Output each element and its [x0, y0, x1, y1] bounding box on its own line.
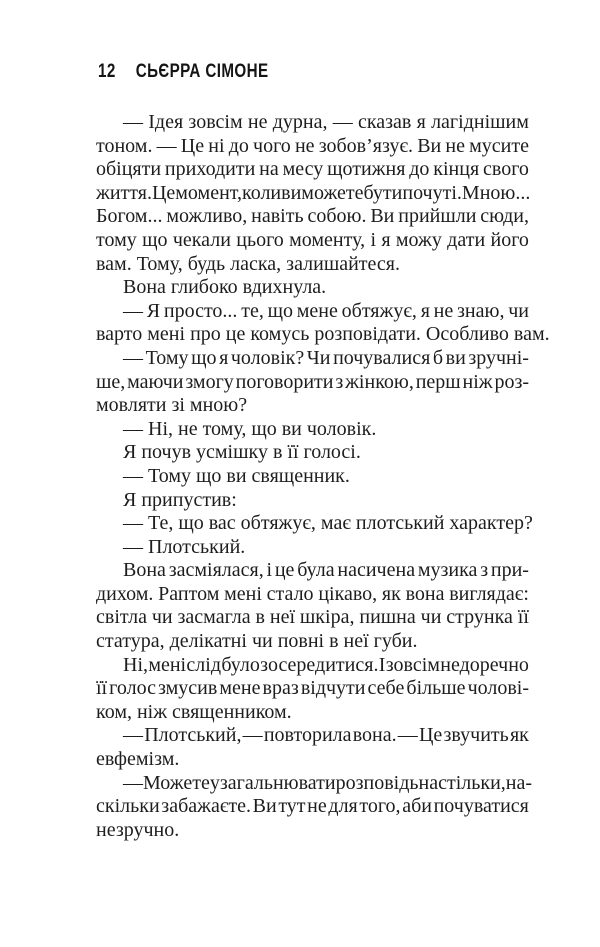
paragraph	[96, 299, 550, 347]
text-line: — Можете узагальнювати розповідь настільки, на-	[123, 771, 533, 794]
paragraph	[96, 347, 529, 418]
text-line: вам. Тому, будь ласка, залишайтеся.	[96, 252, 400, 275]
text-line: Ні, мені слід було зосередитися. І зовсім недоречно	[123, 653, 529, 676]
text-line: життя. Це момент, коли ви можете бути почуті. Мною...	[96, 181, 531, 204]
text-line: — Те, що вас обтяжує, має плотський характер?	[123, 512, 533, 535]
paragraph	[96, 512, 533, 536]
text-line: незручно.	[96, 818, 180, 841]
page-number: 12	[98, 61, 116, 82]
paragraph	[96, 654, 529, 725]
text-line: її голос змусив мене враз відчути себе більше чолові-	[96, 677, 529, 700]
paragraph	[96, 771, 533, 843]
text-line: — Ідея зовсім не дурна, — сказав я лагіднішим	[123, 111, 529, 133]
paragraph	[96, 489, 529, 513]
text-line: — Тому що ви священник.	[123, 464, 350, 487]
running-title: СЬЄРРА СІМОНЕ	[135, 61, 269, 82]
text-line: — Плотський.	[123, 535, 246, 558]
text-line: мовляти зі мною?	[96, 394, 248, 417]
paragraph	[96, 276, 529, 300]
text-line: дихом. Раптом мені стало цікаво, як вона виглядає:	[96, 582, 529, 605]
text-line: тоном. — Це ні до чого не зобов’язує. Ви не мусите	[96, 134, 529, 157]
text-line: ше, маючи змогу поговорити з жінкою, перш ніж роз-	[96, 370, 529, 393]
text-line: Вона засміялася, і це була насичена музика з при-	[123, 559, 529, 582]
text-line: скільки забажаєте. Ви тут не для того, аби почуватися	[96, 795, 529, 818]
text-line: Я почув усмішку в її голосі.	[123, 441, 361, 464]
text-line: — Тому що я чоловік? Чи почувалися б ви зручні-	[123, 346, 529, 369]
text-line: — Ні, не тому, що ви чоловік.	[123, 417, 377, 440]
text-line: варто мені про це комусь розповідати. Особливо вам.	[96, 323, 550, 346]
page-body	[96, 111, 550, 842]
text-line: — Я просто... те, що мене обтяжує, я не знаю, чи	[123, 299, 529, 322]
paragraph	[96, 724, 529, 771]
paragraph	[96, 465, 529, 489]
text-line: ком, ніж священником.	[96, 700, 292, 723]
paragraph	[96, 536, 529, 560]
text-line: світла чи засмагла в неї шкіра, пишна чи струнка її	[96, 606, 529, 629]
paragraph	[96, 418, 529, 442]
text-line: евфемізм.	[96, 748, 180, 771]
text-line: — Плотський, — повторила вона. — Це звучить як	[123, 724, 529, 747]
text-line: Богом... можливо, навіть собою. Ви прийшли сюди,	[96, 205, 529, 228]
paragraph	[96, 559, 529, 653]
text-line: Вона глибоко вдихнула.	[123, 276, 327, 299]
page-header	[98, 62, 269, 81]
text-line: статура, делікатні чи повні в неї губи.	[96, 630, 418, 653]
text-line: тому що чекали цього моменту, і я можу дати його	[96, 228, 529, 251]
paragraph	[96, 111, 529, 276]
paragraph	[96, 441, 529, 465]
text-line: Я припустив:	[123, 488, 237, 511]
text-line: обіцяти приходити на месу щотижня до кінця свого	[96, 158, 529, 181]
